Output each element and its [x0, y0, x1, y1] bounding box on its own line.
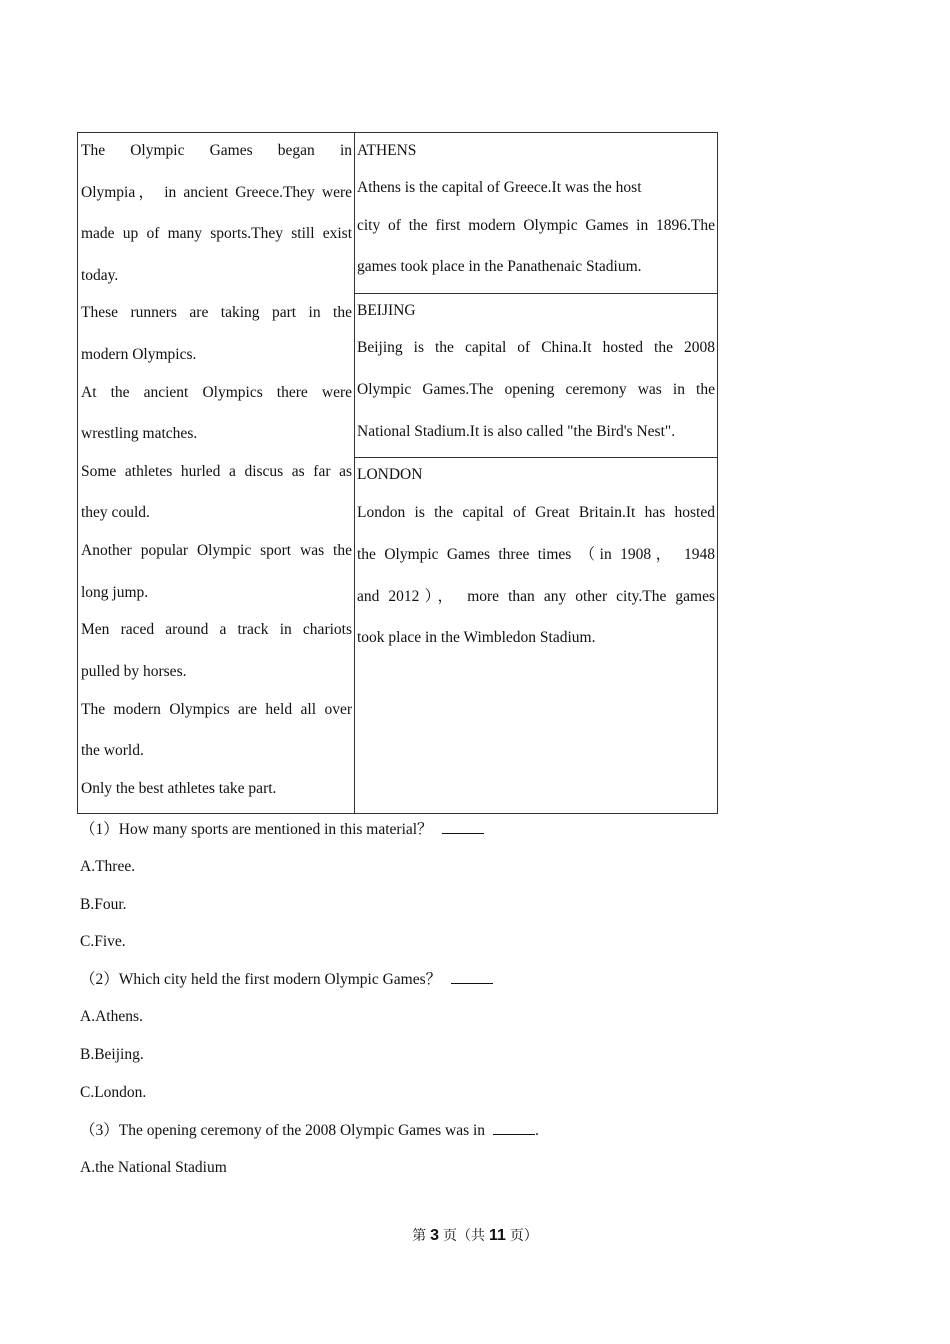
city-line: National Stadium.It is also called "the Bird's Nest".	[357, 423, 676, 440]
city-name: LONDON	[357, 466, 423, 483]
page-number: 3	[430, 1227, 439, 1244]
footer-suffix: 页）	[509, 1229, 538, 1244]
question-stem: （1）How many sports are mentioned in this material？	[80, 821, 437, 838]
city-line: city of the first modern Olympic Games in 1896.The	[357, 217, 715, 234]
left-line: At the ancient Olympics there were	[81, 384, 352, 401]
option-b: B.Four.	[80, 896, 127, 913]
left-line: Only the best athletes take part.	[81, 780, 277, 797]
city-line: the Olympic Games three times （in 1908， 1948	[357, 546, 715, 563]
question-stem: （2）Which city held the first modern Olympic Games？	[80, 971, 446, 988]
left-line: These runners are taking part in the	[81, 304, 352, 321]
left-line: they could.	[81, 504, 150, 521]
city-line: Athens is the capital of Greece.It was the host	[357, 179, 642, 196]
option-a: A.Athens.	[80, 1008, 143, 1025]
footer-prefix: 第	[412, 1229, 427, 1244]
question-stem: （3）The opening ceremony of the 2008 Olympic Games was in	[80, 1122, 489, 1139]
city-cell-beijing	[355, 294, 717, 458]
option-a: A.Three.	[80, 858, 136, 875]
footer-middle: 页（共	[442, 1229, 485, 1244]
option-a: A.the National Stadium	[80, 1159, 227, 1176]
city-name: BEIJING	[357, 302, 416, 319]
left-line: Olympia， in ancient Greece.They were	[81, 184, 352, 201]
left-line: The Olympic Games began in	[81, 142, 352, 159]
question-1	[80, 820, 484, 840]
left-line: modern Olympics.	[81, 346, 197, 363]
left-column-cell	[78, 133, 355, 813]
left-line: long jump.	[81, 584, 149, 601]
reading-material-table	[77, 132, 718, 814]
option-c: C.Five.	[80, 933, 126, 950]
left-line: The modern Olympics are held all over	[81, 701, 352, 718]
left-line: wrestling matches.	[81, 425, 198, 442]
left-line: Men raced around a track in chariots	[81, 621, 352, 638]
city-name: ATHENS	[357, 142, 417, 159]
answer-blank[interactable]	[493, 1122, 535, 1135]
city-line: took place in the Wimbledon Stadium.	[357, 629, 596, 646]
left-line: the world.	[81, 742, 144, 759]
left-line: Another popular Olympic sport was the	[81, 542, 352, 559]
left-line: made up of many sports.They still exist	[81, 225, 352, 242]
option-c: C.London.	[80, 1084, 147, 1101]
left-line: today.	[81, 267, 119, 284]
city-line: Olympic Games.The opening ceremony was in the	[357, 381, 715, 398]
left-line: pulled by horses.	[81, 663, 187, 680]
left-line: Some athletes hurled a discus as far as	[81, 463, 352, 480]
page-footer	[0, 1226, 950, 1247]
answer-blank[interactable]	[451, 971, 493, 984]
option-b: B.Beijing.	[80, 1046, 144, 1063]
right-column	[355, 133, 717, 813]
city-line: Beijing is the capital of China.It hosted the 2008	[357, 339, 715, 356]
city-cell-london	[355, 458, 717, 813]
answer-blank[interactable]	[442, 821, 484, 834]
city-line: London is the capital of Great Britain.It has hosted	[357, 504, 715, 521]
total-pages: 11	[488, 1227, 506, 1244]
city-line: games took place in the Panathenaic Stadium.	[357, 258, 642, 275]
city-line: and 2012）， more than any other city.The games	[357, 588, 715, 605]
question-3	[80, 1121, 539, 1141]
question-2	[80, 970, 493, 990]
question-end: .	[534, 1122, 539, 1139]
city-cell-athens	[355, 133, 717, 294]
